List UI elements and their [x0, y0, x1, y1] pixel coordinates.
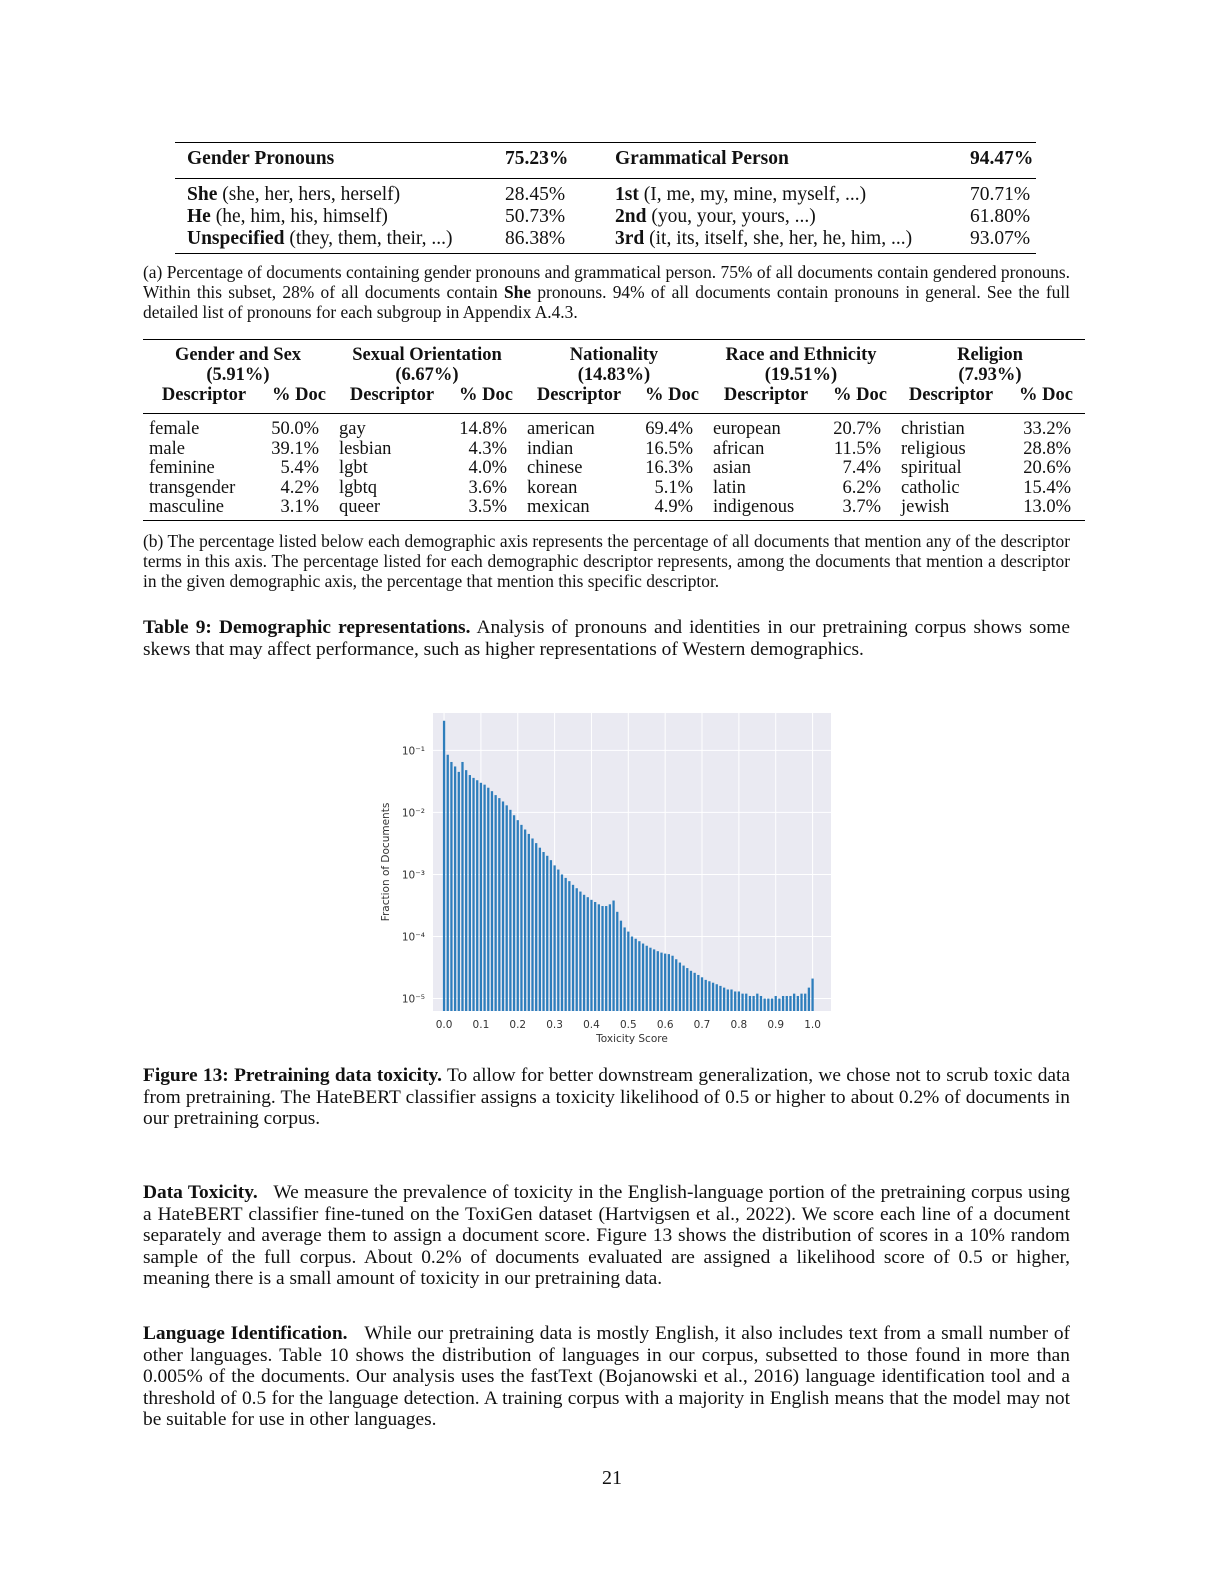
histogram-bar: [727, 989, 729, 1011]
table-row: [143, 459, 1085, 479]
histogram-bar: [491, 791, 493, 1011]
table-9-caption: Table 9: Demographic representations. Analysis of pronouns and identities in our pretraining corpus shows some skews that may affect performance, such as higher representations of Western demographics.: [143, 617, 1070, 660]
descriptor-cell: female: [149, 419, 200, 439]
histogram-bar: [775, 996, 777, 1011]
histogram-bar: [568, 881, 570, 1011]
doc-pct-cell: 50.0%: [271, 419, 319, 439]
histogram-bar: [642, 944, 644, 1011]
histogram-bar: [764, 999, 766, 1011]
descriptor-cell: indian: [527, 438, 574, 459]
pct-cell: 61.80%: [970, 206, 1031, 227]
histogram-bar: [631, 937, 633, 1011]
table-row: [175, 228, 1036, 254]
histogram-bar: [616, 912, 618, 1011]
header-grammatical-person: Grammatical Person: [615, 148, 789, 169]
histogram-bar: [782, 996, 784, 1011]
pct-cell: 70.71%: [970, 184, 1031, 205]
x-tick-label: 0.8: [730, 1019, 748, 1031]
histogram-bar: [786, 996, 788, 1011]
histogram-bar: [708, 981, 710, 1011]
toxicity-chart-svg: [376, 705, 846, 1050]
pct-cell: 86.38%: [505, 228, 566, 249]
col-doc: % Doc: [1019, 385, 1073, 405]
column-header-row: [143, 385, 1085, 414]
axis-header: Sexual Orientation (6.67%): [352, 345, 502, 385]
histogram-bar: [480, 783, 482, 1011]
y-tick-label: 10⁻⁴: [401, 931, 425, 944]
header-gender-pct: 75.23%: [505, 148, 569, 169]
histogram-bar: [627, 932, 629, 1011]
histogram-bar: [705, 980, 707, 1011]
table-row: [143, 498, 1085, 520]
histogram-bar: [778, 999, 780, 1011]
demographic-table: [143, 339, 1085, 521]
histogram-bar: [800, 994, 802, 1011]
histogram-bar: [502, 801, 504, 1011]
col-doc: % Doc: [645, 385, 699, 405]
descriptor-cell: lesbian: [339, 438, 392, 459]
table-row: [175, 206, 1036, 228]
histogram-bar: [506, 805, 508, 1011]
histogram-bar: [657, 951, 659, 1011]
caption-a: (a) Percentage of documents containing gender pronouns and grammatical person. 75% of all documents contain gendered pronouns. Within this subset, 28% of all documents contain She pronouns. 94% of all documents contain pronouns in general. See the full detailed list of pronouns for each subgroup in Appendix A.4.3.: [143, 262, 1070, 322]
histogram-bar: [653, 949, 655, 1011]
histogram-bar: [561, 874, 563, 1011]
descriptor-cell: religious: [901, 438, 966, 459]
histogram-bar: [465, 770, 467, 1011]
histogram-bar: [605, 906, 607, 1011]
doc-pct-cell: 7.4%: [842, 458, 881, 478]
axis-header: Religion (7.93%): [957, 345, 1023, 385]
histogram-bar: [752, 996, 754, 1011]
histogram-bar: [601, 906, 603, 1011]
histogram-bar: [701, 977, 703, 1011]
descriptor-cell: korean: [527, 477, 578, 498]
doc-pct-cell: 3.5%: [468, 497, 507, 517]
pronoun-table-header: [175, 143, 1036, 179]
header-gender-pronouns: Gender Pronouns: [187, 148, 335, 169]
descriptor-cell: lgbtq: [339, 477, 378, 498]
person-cell: 3rd (it, its, itself, she, her, he, him, ...): [615, 228, 913, 249]
x-tick-label: 0.5: [619, 1019, 637, 1031]
histogram-bar: [682, 966, 684, 1011]
descriptor-cell: feminine: [149, 458, 215, 478]
histogram-bar: [565, 878, 567, 1011]
histogram-bar: [635, 939, 637, 1011]
doc-pct-cell: 39.1%: [271, 438, 319, 459]
person-cell: 1st (I, me, my, mine, myself, ...): [615, 184, 867, 205]
doc-pct-cell: 28.8%: [1023, 438, 1071, 459]
histogram-bar: [447, 755, 449, 1011]
histogram-bar: [579, 892, 581, 1011]
pronoun-cell: Unspecified (they, them, their, ...): [187, 228, 453, 249]
histogram-bar: [719, 986, 721, 1011]
pct-cell: 50.73%: [505, 206, 566, 227]
histogram-bar: [734, 991, 736, 1011]
doc-pct-cell: 5.4%: [280, 458, 319, 478]
doc-pct-cell: 4.3%: [468, 438, 507, 459]
histogram-bar: [694, 973, 696, 1011]
histogram-bar: [808, 988, 810, 1011]
histogram-bar: [520, 825, 522, 1011]
histogram-bar: [476, 780, 478, 1011]
histogram-bar: [531, 838, 533, 1011]
doc-pct-cell: 16.5%: [645, 438, 693, 459]
histogram-bar: [498, 798, 500, 1011]
x-tick-label: 1.0: [804, 1019, 821, 1031]
x-axis-label: Toxicity Score: [596, 1033, 668, 1045]
histogram-bar: [572, 885, 574, 1011]
y-tick-label: 10⁻⁵: [401, 993, 425, 1006]
histogram-bar: [539, 848, 541, 1011]
histogram-bar: [557, 870, 559, 1011]
histogram-bar: [542, 852, 544, 1011]
histogram-bar: [495, 795, 497, 1011]
x-tick-label: 0.2: [509, 1019, 527, 1031]
histogram-bar: [535, 843, 537, 1011]
y-axis-label: Fraction of Documents: [380, 802, 392, 922]
doc-pct-cell: 3.6%: [468, 477, 507, 498]
histogram-bar: [716, 984, 718, 1011]
descriptor-cell: queer: [339, 497, 381, 517]
histogram-bar: [745, 994, 747, 1011]
histogram-bar: [797, 996, 799, 1011]
histogram-bar: [668, 954, 670, 1011]
histogram-bar: [576, 888, 578, 1011]
x-tick-label: 0.7: [693, 1019, 711, 1031]
table-row: [143, 440, 1085, 460]
axis-header: Gender and Sex (5.91%): [174, 345, 302, 385]
descriptor-cell: african: [713, 438, 765, 459]
histogram-bar: [804, 994, 806, 1011]
doc-pct-cell: 33.2%: [1023, 419, 1071, 439]
descriptor-cell: european: [713, 419, 781, 439]
histogram-bar: [749, 996, 751, 1011]
y-tick-label: 10⁻³: [401, 869, 425, 882]
histogram-bar: [454, 766, 456, 1011]
histogram-bar: [723, 988, 725, 1011]
histogram-bar: [528, 834, 530, 1011]
col-doc: % Doc: [272, 385, 326, 405]
axis-header: Race and Ethnicity (19.51%): [725, 345, 877, 385]
col-descriptor: Descriptor: [161, 385, 247, 405]
histogram-bar: [686, 968, 688, 1011]
table-row: [143, 414, 1085, 440]
histogram-bar: [730, 989, 732, 1011]
histogram-bar: [524, 830, 526, 1011]
doc-pct-cell: 14.8%: [459, 419, 507, 439]
x-tick-label: 0.0: [435, 1019, 453, 1031]
descriptor-cell: chinese: [527, 458, 583, 478]
histogram-bar: [767, 999, 769, 1011]
doc-pct-cell: 13.0%: [1023, 497, 1071, 517]
histogram-bar: [550, 860, 552, 1011]
histogram-bar: [469, 775, 471, 1011]
descriptor-cell: male: [149, 438, 185, 459]
doc-pct-cell: 4.2%: [280, 477, 319, 498]
histogram-bar: [671, 956, 673, 1011]
pronoun-table: [175, 142, 1036, 254]
histogram-bar: [609, 904, 611, 1011]
histogram-bar: [587, 897, 589, 1011]
y-tick-label: 10⁻¹: [401, 745, 425, 758]
doc-pct-cell: 3.7%: [842, 497, 881, 517]
histogram-bar: [620, 921, 622, 1011]
histogram-bar: [517, 820, 519, 1011]
histogram-bar: [513, 815, 515, 1011]
doc-pct-cell: 4.9%: [654, 497, 693, 517]
histogram-bar: [450, 762, 452, 1011]
doc-pct-cell: 4.0%: [468, 458, 507, 478]
pronoun-cell: He (he, him, his, himself): [187, 206, 388, 227]
descriptor-cell: masculine: [149, 497, 225, 517]
doc-pct-cell: 11.5%: [833, 438, 881, 459]
histogram-bar: [483, 785, 485, 1011]
col-descriptor: Descriptor: [536, 385, 622, 405]
axis-header-row: [143, 340, 1085, 386]
y-tick-label: 10⁻²: [401, 807, 425, 820]
x-tick-label: 0.3: [546, 1019, 563, 1031]
doc-pct-cell: 20.7%: [833, 419, 881, 439]
doc-pct-cell: 15.4%: [1023, 477, 1071, 498]
histogram-bar: [638, 941, 640, 1011]
histogram-bar: [472, 778, 474, 1011]
histogram-bar: [461, 762, 463, 1011]
col-descriptor: Descriptor: [349, 385, 435, 405]
doc-pct-cell: 69.4%: [645, 419, 693, 439]
histogram-bar: [612, 901, 614, 1011]
descriptor-cell: lgbt: [339, 458, 368, 478]
histogram-bar: [598, 904, 600, 1011]
histogram-bar: [690, 971, 692, 1011]
histogram-bar: [789, 996, 791, 1011]
table-row: [175, 179, 1036, 207]
histogram-bar: [741, 994, 743, 1011]
pct-cell: 93.07%: [970, 228, 1031, 249]
y-tick-labels: [402, 745, 425, 1005]
col-descriptor: Descriptor: [908, 385, 994, 405]
doc-pct-cell: 3.1%: [280, 497, 319, 517]
doc-pct-cell: 20.6%: [1023, 458, 1071, 478]
doc-pct-cell: 6.2%: [842, 477, 881, 498]
pronoun-cell: She (she, her, hers, herself): [187, 184, 401, 205]
histogram-bar: [623, 927, 625, 1011]
col-doc: % Doc: [459, 385, 513, 405]
histogram-bar: [458, 772, 460, 1011]
x-tick-labels: [436, 1019, 821, 1031]
x-tick-label: 0.6: [656, 1019, 674, 1031]
histogram-bar: [793, 994, 795, 1011]
histogram-bar: [649, 948, 651, 1011]
person-cell: 2nd (you, your, yours, ...): [615, 206, 816, 227]
x-tick-label: 0.9: [767, 1019, 785, 1031]
descriptor-cell: gay: [339, 419, 366, 439]
histogram-bar: [675, 959, 677, 1011]
histogram-bar: [594, 902, 596, 1011]
header-grammatical-pct: 94.47%: [970, 148, 1034, 169]
histogram-bar: [443, 721, 445, 1011]
descriptor-cell: catholic: [901, 477, 960, 498]
histogram-bar: [583, 895, 585, 1011]
histogram-bar: [546, 856, 548, 1011]
descriptor-cell: american: [527, 419, 595, 439]
histogram-bar: [760, 996, 762, 1011]
histogram-bar: [811, 979, 813, 1011]
pct-cell: 28.45%: [505, 184, 566, 205]
figure-13-caption: Figure 13: Pretraining data toxicity. To allow for better downstream generalization, we chose not to scrub toxic data from pretraining. The HateBERT classifier assigns a toxicity likelihood of 0.5 or higher to about 0.2% of documents in our pretraining corpus.: [143, 1065, 1070, 1129]
histogram-bar: [646, 946, 648, 1011]
histogram-bar: [738, 991, 740, 1011]
descriptor-cell: jewish: [901, 497, 950, 517]
descriptor-cell: transgender: [149, 477, 236, 498]
doc-pct-cell: 5.1%: [654, 477, 693, 498]
descriptor-cell: indigenous: [713, 497, 795, 517]
descriptor-cell: christian: [901, 419, 965, 439]
toxicity-histogram: [376, 705, 846, 1050]
language-identification-paragraph: Language Identification. While our pretraining data is mostly English, it also includes text from a small number of other languages. Table 10 shows the distribution of languages in our corpus, subsetted to those found in more than 0.005% of the documents. Our analysis uses the fastText (Bojanowski et al., 2016) language identification tool and a threshold of 0.5 for the language detection. A training corpus with a majority in English means that the model may not be suitable for use in other languages.: [143, 1323, 1075, 1430]
col-descriptor: Descriptor: [723, 385, 809, 405]
histogram-bar: [509, 810, 511, 1011]
histogram-bar: [756, 994, 758, 1011]
histogram-bar: [660, 953, 662, 1011]
doc-pct-cell: 16.3%: [645, 458, 693, 478]
histogram-bar: [771, 999, 773, 1011]
descriptor-cell: mexican: [527, 497, 590, 517]
data-toxicity-paragraph: Data Toxicity. We measure the prevalence of toxicity in the English-language portion of the pretraining corpus using a HateBERT classifier fine-tuned on the ToxiGen dataset (Hartvigsen et al., 2022). We score each line of a document separately and average them to assign a document score. Figure 13 shows the distribution of scores in a 10% random sample of the full corpus. About 0.2% of documents evaluated are assigned a likelihood score of 0.5 or higher, meaning there is a small amount of toxicity in our pretraining data.: [143, 1182, 1075, 1289]
descriptor-cell: asian: [713, 458, 752, 478]
page-number: 21: [602, 1467, 622, 1489]
x-tick-label: 0.1: [472, 1019, 490, 1031]
axis-header: Nationality (14.83%): [569, 345, 659, 385]
histogram-bar: [553, 865, 555, 1011]
table-row: [143, 479, 1085, 499]
histogram-bar: [590, 900, 592, 1011]
caption-b: (b) The percentage listed below each demographic axis represents the percentage of all documents that mention any of the descriptor terms in this axis. The percentage listed for each demographic descriptor represents, among the documents that mention a descriptor in the given demographic axis, the percentage that mention this specific descriptor.: [143, 531, 1070, 591]
histogram-bar: [679, 963, 681, 1011]
histogram-bar: [712, 983, 714, 1011]
x-tick-label: 0.4: [583, 1019, 600, 1031]
histogram-bar: [697, 975, 699, 1011]
histogram-bar: [487, 788, 489, 1011]
descriptor-cell: spiritual: [901, 458, 962, 478]
histogram-bar: [664, 954, 666, 1011]
col-doc: % Doc: [833, 385, 887, 405]
descriptor-cell: latin: [713, 477, 746, 498]
